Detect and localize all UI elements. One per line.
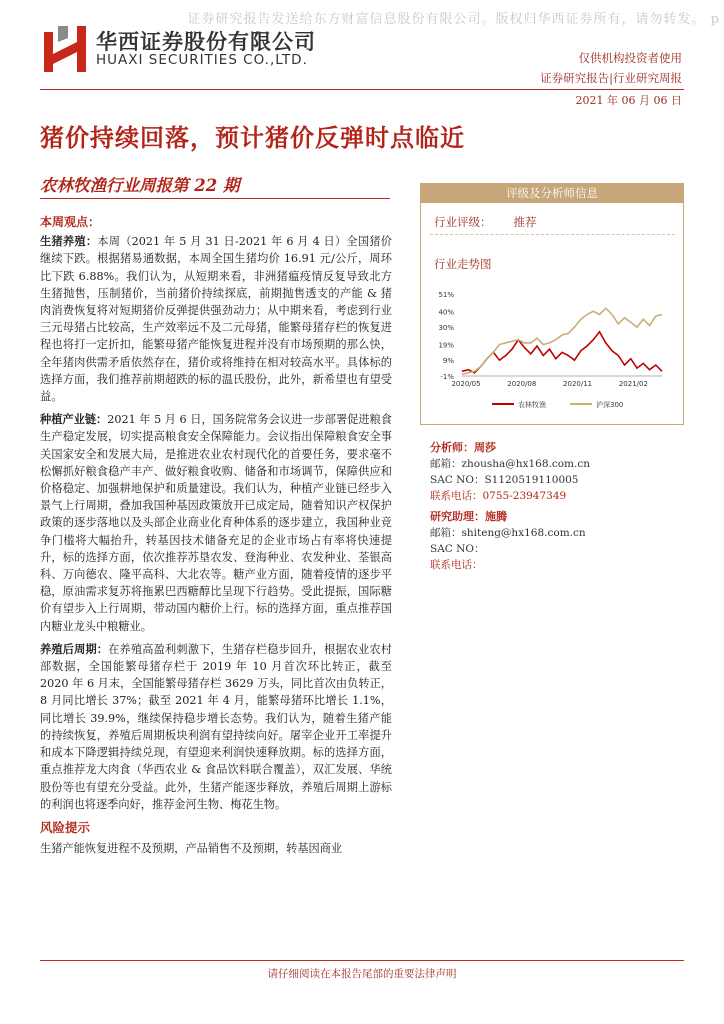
page-subtitle: 农林牧渔行业周报第 22 期 xyxy=(40,176,240,195)
trend-chart-title: 行业走势图 xyxy=(434,257,492,271)
company-name-cn: 华西证券股份有限公司 xyxy=(96,30,316,54)
assistant-email: 邮箱：shiteng@hx168.com.cn xyxy=(430,527,586,539)
huaxi-logo-icon xyxy=(44,26,86,72)
report-type: 证券研究报告|行业研究周报 xyxy=(540,71,682,85)
paragraph-planting xyxy=(40,411,392,635)
assistant-phone: 联系电话： xyxy=(430,559,483,571)
chart-y-tick-label: 9% xyxy=(442,357,454,366)
chart-y-tick-label: 30% xyxy=(438,324,454,333)
paragraph-text: 本周（2021 年 5 月 31 日-2021 年 6 月 4 日）全国猪价继续下跌。根据猪易通数据，本周全国生猪均价 16.91 元/公斤，周环比下跌 6.88%。我们认为，从短期来看，非洲猪瘟疫情反复导致北方生猪抛售，压制猪价，当前猪价持续探底，前期抛售透支的产能 & 猪肉消费恢复将对短期猪价反弹提供强劲动力；从中期来看，考虑到行业三元母猪占比较高，生产效率远不及二元母猪，能繁母猪存栏的恢复进程也将打一定折扣，能繁母猪产能恢复进程并没有市场预期的那么快，全年猪肉供需矛盾依然存在，猪价或将维持在相对较高水平。具体标的选择方面，我们推荐前期超跌的标的温氏股份，此外，新希望也有望受益。 xyxy=(40,235,392,404)
rating-label: 行业评级： xyxy=(434,215,492,229)
paragraph-post-cycle xyxy=(40,641,392,813)
analyst-name: 分析师：周莎 xyxy=(430,441,496,454)
chart-y-tick-label: -1% xyxy=(440,373,454,381)
paragraph-hog xyxy=(40,233,392,405)
company-name-en: HUAXI SECURITIES CO.,LTD. xyxy=(96,52,308,68)
report-date: 2021 年 06 月 06 日 xyxy=(575,94,682,107)
watermark: 证券研究报告发送给东方财富信息股份有限公司。版权归华西证券所有，请勿转发。 p xyxy=(187,12,720,27)
industry-rating xyxy=(434,214,537,230)
analyst-email: 邮箱：zhousha@hx168.com.cn xyxy=(430,458,590,470)
analyst-phone: 联系电话：0755-23947349 xyxy=(430,490,567,502)
rating-value: 推荐 xyxy=(513,215,537,229)
risk-heading: 风险提示 xyxy=(40,819,91,835)
paragraph-label: 养殖后周期： xyxy=(40,641,109,656)
chart-legend-label: 沪深300 xyxy=(596,401,624,409)
chart-series-line xyxy=(462,332,662,373)
analyst-sac: SAC NO：S1120519110005 xyxy=(430,474,579,486)
subtitle-divider xyxy=(40,198,390,199)
chart-x-tick-label: 2020/05 xyxy=(451,380,481,388)
chart-series-line xyxy=(462,308,662,374)
usage-note: 仅供机构投资者使用 xyxy=(578,51,682,65)
chart-y-tick-label: 51% xyxy=(438,291,454,299)
section-heading: 本周观点： xyxy=(40,215,101,229)
footer-divider xyxy=(40,960,684,961)
chart-x-tick-label: 2020/08 xyxy=(507,380,537,388)
paragraph-label: 生猪养殖： xyxy=(40,234,98,249)
report-body xyxy=(40,214,392,857)
chart-legend-label: 农林牧渔 xyxy=(518,401,546,409)
industry-trend-chart xyxy=(426,282,678,414)
page-title: 猪价持续回落，预计猪价反弹时点临近 xyxy=(40,123,465,152)
chart-y-tick-label: 40% xyxy=(438,308,454,317)
chart-y-tick-label: 19% xyxy=(438,341,454,350)
risk-text: 生猪产能恢复进程不及预期，产品销售不及预期，转基因商业 xyxy=(40,842,343,856)
chart-x-tick-label: 2020/11 xyxy=(563,380,593,388)
chart-x-tick-label: 2021/02 xyxy=(618,380,648,388)
paragraph-text: 2021 年 5 月 6 日，国务院常务会议进一步部署促进粮食生产稳定发展，切实提高粮食安全保障能力。会议指出保障粮食安全事关国家安全和发展大局，是推进农业农村现代化的首要任务，要求毫不松懈抓好粮食稳产丰产、做好粮食收购、储备和市场调节，保障供应和价格稳定、加强耕地保护和质量建设。我们认为，种植产业链已经步入景气上行周期，叠加我国种基因政策放开已成定局，随着知识产权保护政策的逐步落地以及头部企业商业化育种体系的逐步建立，我国种业竞争门槛将大幅抬升，转基因技术储备充足的企业市场占有率将快速提升，标的选择方面，依次推荐苏垦农发、登海种业、农发种业、荃银高科、万向德农、隆平高科、大北农等。糖产业方面，随着疫情的逐步平稳，原油需求复苏将拖累巴西糖醇比呈现下行趋势。受此提振，国际糖价有望步入上行周期，带动国内糖价上行。标的选择方面，重点推荐国内糖业龙头中粮糖业。 xyxy=(40,413,392,633)
paragraph-label: 种植产业链： xyxy=(40,412,108,427)
header-divider xyxy=(40,89,684,90)
sidebar-heading: 评级及分析师信息 xyxy=(420,183,684,203)
footer-note: 请仔细阅读在本报告尾部的重要法律声明 xyxy=(267,968,457,980)
assistant-sac: SAC NO： xyxy=(430,543,485,555)
assistant-card xyxy=(430,509,586,573)
analyst-card xyxy=(430,440,590,504)
paragraph-text: 在养殖高盈利刺激下，生猪存栏稳步回升，根据农业农村部数据，全国能繁母猪存栏于 2019 年 10 月首次环比转正，截至 2020 年 6 月末，全国能繁母猪存栏 3629 万头，同比首次由负转正，8 月同比增长 37%；截至 2021 年 4 月，能繁母猪环比增长 1.1%，同比增长 39.9%，继续保持稳步增长态势。我们认为，随着生猪产能的持续恢复，养殖后周期板块利润有望持续向好。屠宰企业开工率提升和成本下降逻辑持续兑现，有望迎来利润快速释放期。标的选择方面，重点推荐龙大肉食（华西农业 & 食品饮料联合覆盖），双汇发展、华统股份等也有望充分受益。此外，生猪产能逐步释放，养殖后周期上游标的利润也将逐季向好，推荐金河生物、梅花生物。 xyxy=(40,642,392,811)
rating-divider xyxy=(430,234,675,235)
assistant-name: 研究助理：施腾 xyxy=(430,510,507,523)
